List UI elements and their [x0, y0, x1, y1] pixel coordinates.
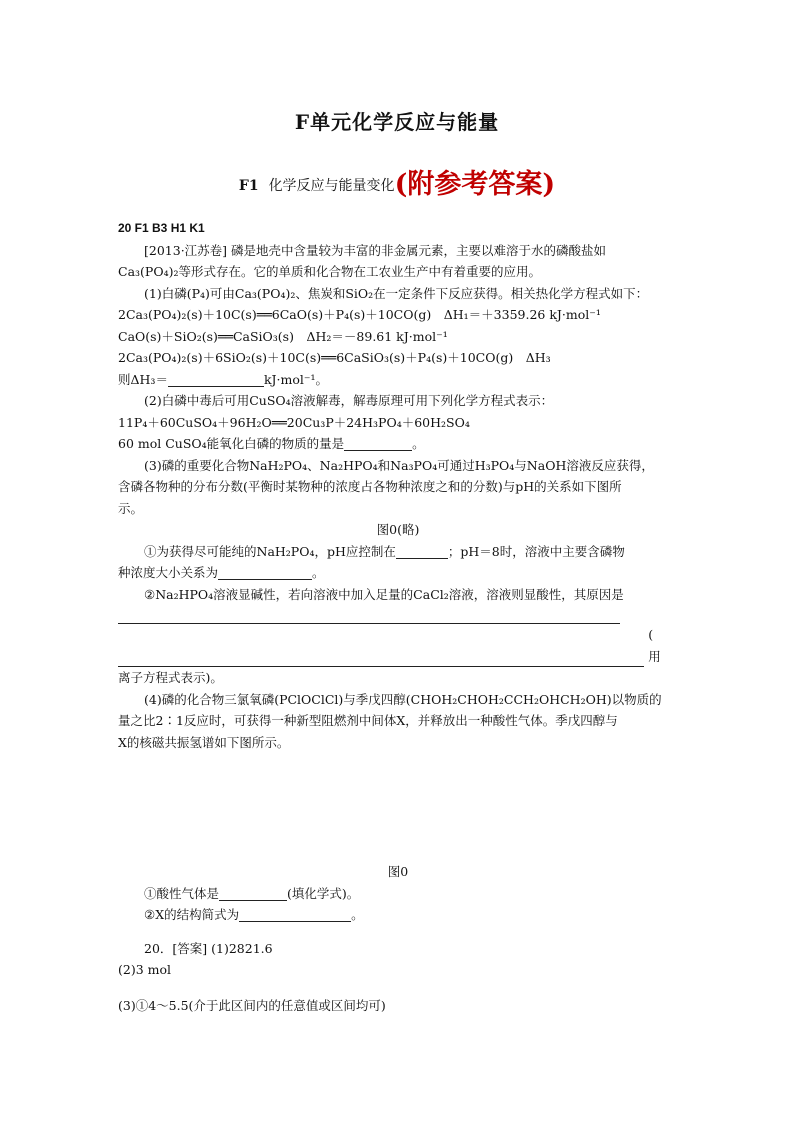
part-3-subquestion-2-end: 离子方程式表示)。 [118, 670, 223, 685]
answer-line-1: 20．[答案] (1)2821.6 [144, 940, 273, 956]
figure-space [118, 753, 678, 861]
part-2-question [118, 433, 678, 455]
answer-blank[interactable] [219, 886, 287, 901]
answer-line[interactable] [118, 605, 620, 624]
subquestion-4-2-end: 。 [351, 907, 364, 922]
subquestion-1-text: ①为获得尽可能纯的NaH₂PO₄，pH应控制在 [144, 543, 396, 559]
equation-4: 11P₄＋60CuSO₄＋96H₂O══20Cu₃P＋24H₃PO₄＋60H₂SO₄ [118, 414, 470, 430]
question-tags: 20 F1 B3 H1 K1 [118, 221, 205, 235]
answer-blank[interactable] [239, 907, 351, 922]
spacer [118, 981, 678, 995]
answer-blank[interactable] [344, 436, 412, 451]
answer-line-3: (3)①4～5.5(介于此区间内的任意值或区间均可) [118, 997, 386, 1013]
part-3-subquestion-2: ②Na₂HPO₄溶液显碱性，若向溶液中加入足量的CaCl₂溶液，溶液则显酸性，其原因是 [144, 586, 624, 602]
part-3-text-line-3: 示。 [118, 500, 144, 516]
subquestion-4-1-end: (填化学式)。 [287, 885, 360, 901]
subquestion-1-text-2: ；pH＝8时，溶液中主要含磷物 [447, 543, 625, 559]
answer-note: (附参考答案) [394, 169, 556, 200]
part-1-question [118, 369, 678, 391]
part-1-unit: kJ·mol⁻¹。 [263, 371, 328, 387]
figure-caption: 图0 [387, 864, 409, 879]
answer-blank[interactable] [218, 565, 312, 580]
part-3-subquestion-1 [118, 541, 678, 563]
section-heading [0, 162, 794, 201]
part-2-question-text: 60 mol CuSO₄能氧化白磷的物质的量是 [118, 436, 345, 451]
section-name: 化学反应与能量变化 [268, 178, 395, 194]
part-4-text-line-1: (4)磷的化合物三氯氧磷(PClOClCl)与季戊四醇(CHOH₂CHOH₂CCH₂OHCH₂OH)以物质的 [144, 691, 662, 707]
answer-line-2: (2)3 mol [118, 962, 172, 977]
subquestion-2-tail: ( 用 [648, 627, 666, 664]
answer-blank[interactable] [168, 372, 264, 387]
answer-blank[interactable] [396, 544, 448, 559]
question-intro-line-1: [2013·江苏卷] 磷是地壳中含量较为丰富的非金属元素，主要以难溶于水的磷酸盐如 [144, 242, 607, 258]
part-4-text-line-3: X的核磁共振氢谱如下图所示。 [118, 734, 290, 750]
answer-line-with-note [118, 624, 678, 667]
equation-3: 2Ca₃(PO₄)₂(s)＋6SiO₂(s)＋10C(s)══6CaSiO₃(s)＋P₄(s)＋10CO(g) ΔH₃ [118, 350, 551, 365]
page-title: F单元化学反应与能量 [294, 110, 500, 134]
part-4-subquestion-1 [118, 883, 678, 905]
subquestion-1-end: 。 [312, 565, 325, 580]
part-4-subquestion-2 [118, 904, 678, 926]
part-2-text: (2)白磷中毒后可用CuSO₄溶液解毒，解毒原理可用下列化学方程式表示： [144, 393, 554, 408]
section-code: F1 [238, 178, 259, 194]
equation-2: CaO(s)＋SiO₂(s)══CaSiO₃(s) ΔH₂＝－89.61 kJ·mol⁻¹ [118, 328, 448, 344]
equation-1: 2Ca₃(PO₄)₂(s)＋10C(s)══6CaO(s)＋P₄(s)＋10CO(g) ΔH₁＝＋3359.26 kJ·mol⁻¹ [118, 307, 601, 322]
part-2-question-end: 。 [412, 436, 425, 451]
answer-line[interactable] [118, 652, 644, 667]
spacer [118, 926, 678, 938]
figure-caption-omitted: 图0(略) [376, 522, 420, 537]
part-4-text-line-2: 量之比2∶1反应时，可获得一种新型阻燃剂中间体X，并释放出一种酸性气体。季戊四醇与 [118, 713, 618, 728]
part-1-text: (1)白磷(P₄)可由Ca₃(PO₄)₂、焦炭和SiO₂在一定条件下反应获得。相关热化学方程式如下： [144, 285, 649, 301]
question-intro-line-2: Ca₃(PO₄)₂等形式存在。它的单质和化合物在工农业生产中有着重要的应用。 [118, 264, 541, 279]
part-3-subquestion-1-cont [118, 562, 678, 584]
part-3-text-line-2: 含磷各物种的分布分数(平衡时某物种的浓度占各物种浓度之和的分数)与pH的关系如下图所 [118, 479, 622, 494]
question-body [118, 218, 678, 1016]
subquestion-4-2-text: ②X的结构简式为 [144, 907, 240, 922]
part-3-text-line-1: (3)磷的重要化合物NaH₂PO₄、Na₂HPO₄和Na₃PO₄可通过H₃PO₄与NaOH溶液反应获得， [144, 457, 654, 473]
subquestion-4-1-text: ①酸性气体是 [144, 885, 220, 901]
subquestion-1-text-3: 种浓度大小关系为 [118, 565, 219, 580]
part-1-question-text: 则ΔH₃＝ [118, 371, 168, 387]
